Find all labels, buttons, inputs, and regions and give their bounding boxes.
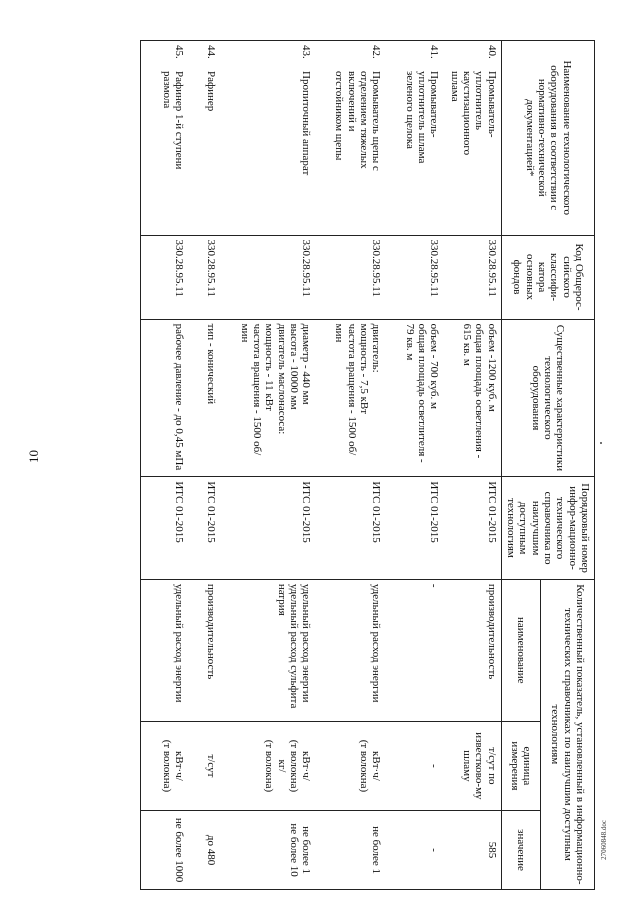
row-number: 41.: [428, 45, 441, 59]
indicator-name: удельный расход сульфита натрия: [275, 583, 300, 712]
indicator-unit-cell: [315, 721, 385, 810]
indicator-value-cell: [443, 811, 501, 890]
indicator-unit: (т волокна): [263, 739, 276, 793]
its-reference: ИТС 01-2015: [315, 477, 385, 580]
table-row: [140, 41, 188, 890]
okof-code: 330.28.95.11: [220, 235, 315, 319]
row-number: 45.: [173, 45, 186, 59]
table-row: [315, 41, 385, 890]
row-number: 42.: [370, 45, 383, 59]
row-name-cell: [220, 41, 315, 236]
characteristic-line: частота вращения - 1500 об/мин: [238, 323, 264, 456]
indicator-name: удельный расход энергии: [173, 583, 186, 703]
indicator-value-cell: [140, 811, 188, 890]
characteristic-line: мощность - 11 кВт: [263, 323, 276, 411]
its-reference: ИТС 01-2015: [140, 477, 188, 580]
characteristic-line: рабочее давление - до 0,45 мПа: [173, 323, 186, 471]
indicator-name-cell: [220, 579, 315, 721]
indicator-name-cell: [315, 579, 385, 721]
row-number: 43.: [300, 45, 313, 59]
footer-filename: 27060848.doc: [600, 820, 608, 860]
characteristic-line: частота вращения - 1500 об/мин: [333, 323, 358, 456]
table-row: [385, 41, 443, 890]
equipment-name: Промыватель-уплотнитель каустизационного шлама: [448, 71, 498, 156]
equipment-name: Промыватель-уплотнитель шлама зеленого щелока: [403, 71, 441, 164]
header-indicator-unit: единица измерения: [501, 721, 540, 810]
indicator-name: удельный расход энергии: [300, 583, 313, 703]
table-row: [443, 41, 501, 890]
indicator-value: -: [428, 848, 441, 852]
indicator-unit: т/сут по известково-му шламу: [461, 732, 498, 803]
indicator-name-cell: [443, 579, 501, 721]
row-name-cell: [385, 41, 443, 236]
row-number: 44.: [205, 45, 218, 59]
table-row: [188, 41, 220, 890]
characteristic-line: объем -1200 куб. м: [485, 323, 498, 412]
indicator-value-cell: [188, 811, 220, 890]
characteristics-cell: [188, 319, 220, 477]
indicator-value: не более 10: [288, 823, 300, 877]
characteristics-cell: [443, 319, 501, 477]
header-characteristics: Существенные характеристики технологического оборудования: [501, 319, 594, 477]
header-indicator-value: значение: [501, 811, 540, 890]
characteristic-line: объем - 700 куб. м: [428, 323, 441, 409]
rotated-table-area: [50, 40, 595, 890]
equipment-table: [140, 40, 595, 890]
indicator-unit: кВт·ч/: [300, 751, 313, 781]
characteristic-line: диаметр - 440 мм: [300, 323, 313, 405]
okof-code: 330.28.95.11: [140, 235, 188, 319]
characteristic-line: общая площадь осветлителя - 79 кв. м: [403, 323, 428, 466]
indicator-value-cell: [315, 811, 385, 890]
equipment-name: Рафинер 1-й ступени размола: [161, 71, 186, 170]
indicator-unit-cell: [188, 721, 220, 810]
indicator-unit-cell: [385, 721, 443, 810]
characteristic-line: двигатель:: [370, 323, 383, 373]
indicator-unit-cell: [443, 721, 501, 810]
indicator-unit: -: [428, 764, 441, 768]
okof-code: 330.28.95.11: [188, 235, 220, 319]
characteristics-cell: [315, 319, 385, 477]
indicator-unit: кВт·ч/: [370, 751, 383, 781]
rotated-table-inner: [50, 40, 595, 890]
indicator-name: производительность: [205, 583, 218, 680]
indicator-value: не более 1000: [173, 817, 186, 883]
okof-code: 330.28.95.11: [385, 235, 443, 319]
header-its-number: Порядковый номер инфор-мационно-технического справочника по наилучшим доступным технологиям: [501, 477, 594, 580]
table-row: [220, 41, 315, 890]
its-reference: ИТС 01-2015: [188, 477, 220, 580]
indicator-value-cell: [220, 811, 315, 890]
indicator-name: производительность: [485, 583, 498, 680]
row-name-cell: [315, 41, 385, 236]
characteristic-line: двигатель маслонасоса:: [275, 323, 288, 435]
equipment-name: Рафинер: [205, 71, 218, 112]
indicator-value: не более 1: [370, 826, 383, 875]
indicator-value-cell: [385, 811, 443, 890]
its-reference: ИТС 01-2015: [220, 477, 315, 580]
indicator-name: -: [428, 583, 441, 588]
indicator-unit: (т волокна): [358, 739, 370, 793]
equipment-name: Промыватель щепы с отделением тяжелых включений и отстойником щепы: [333, 71, 383, 171]
okof-code: 330.28.95.11: [443, 235, 501, 319]
indicator-name-cell: [140, 579, 188, 721]
its-reference: ИТС 01-2015: [443, 477, 501, 580]
indicator-unit: (т волокна): [288, 739, 300, 793]
indicator-name: удельный расход энергии: [370, 583, 383, 703]
indicator-unit: кг/: [275, 759, 288, 773]
indicator-unit-cell: [140, 721, 188, 810]
scan-dot: [600, 442, 602, 444]
characteristics-cell: [220, 319, 315, 477]
header-indicator-name: наименование: [501, 579, 540, 721]
indicator-unit: кВт·ч/: [173, 751, 186, 781]
characteristics-cell: [140, 319, 188, 477]
page-number: 10: [26, 450, 41, 464]
header-name: Наименование технологического оборудования в соответствии с нормативно-технической документацией*: [501, 41, 594, 236]
indicator-value: не более 1: [300, 826, 313, 875]
row-name-cell: [443, 41, 501, 236]
characteristic-line: общая площадь осветления - 615 кв. м: [461, 323, 486, 462]
indicator-unit-cell: [220, 721, 315, 810]
characteristics-cell: [385, 319, 443, 477]
header-indicator-group: Количественный показатель, установленный в информационно-технических справочниках по наилучшим доступным технологиям: [540, 579, 594, 889]
row-name-cell: [188, 41, 220, 236]
row-name-cell: [140, 41, 188, 236]
indicator-unit: т/сут: [205, 754, 218, 778]
header-code: Код Общерос-сийского классифи-катора основных фондов: [501, 235, 594, 319]
characteristic-line: мощность - 7,5 кВт: [358, 323, 370, 415]
indicator-value: до 480: [205, 834, 218, 866]
indicator-name-cell: [385, 579, 443, 721]
row-number: 40.: [485, 45, 498, 59]
equipment-name: Пропиточный аппарат: [300, 71, 313, 176]
its-reference: ИТС 01-2015: [385, 477, 443, 580]
characteristic-line: тип - конический: [205, 323, 218, 405]
indicator-value: 585: [485, 841, 498, 859]
indicator-unit: (т волокна): [161, 739, 173, 793]
okof-code: 330.28.95.11: [315, 235, 385, 319]
indicator-name-cell: [188, 579, 220, 721]
characteristic-line: высота - 10000 мм: [288, 323, 300, 410]
